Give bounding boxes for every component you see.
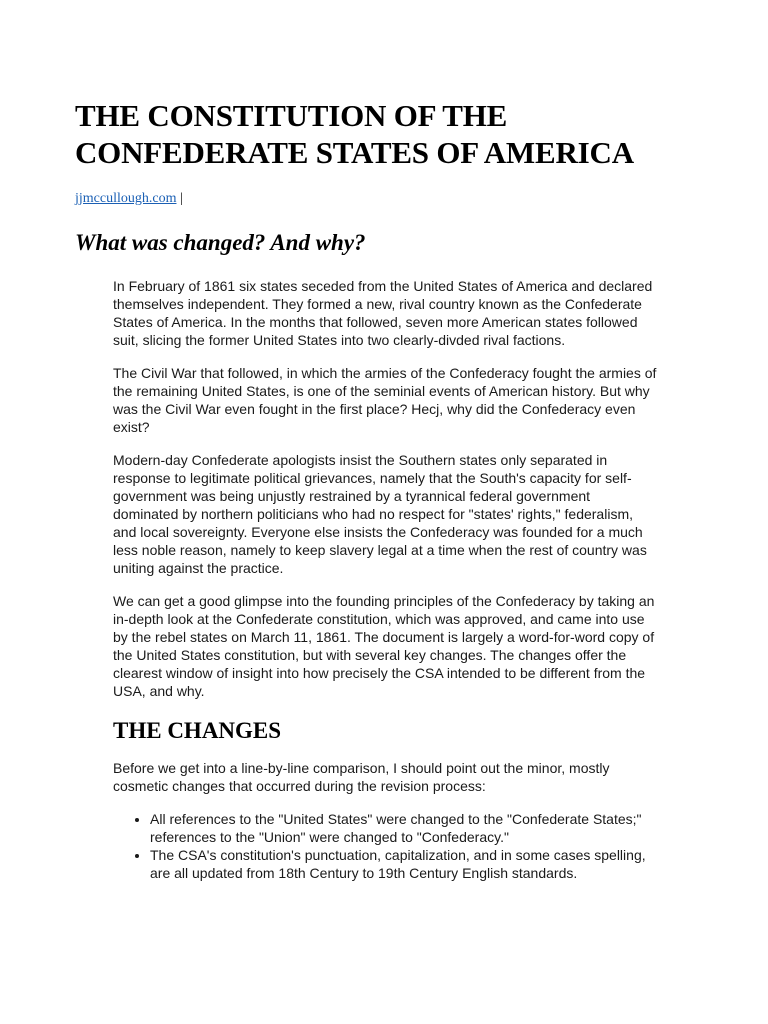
paragraph: The Civil War that followed, in which the armies of the Confederacy fought the armies of the remaining United States, is one of the seminial events of American history. But why was the Civil War even fought in the first place? Hecj, why did the Confederacy even exist? — [113, 365, 657, 435]
document-subtitle: What was changed? And why? — [75, 230, 366, 255]
paragraph: In February of 1861 six states seceded from the United States of America and declared themselves independent. They formed a new, rival country known as the Confederate States of America. In the months that followed, seven more American states followed suit, slicing the former United States into two clearly-divded rival factions. — [113, 278, 653, 348]
section-heading: THE CHANGES — [113, 718, 282, 743]
article-body — [113, 277, 659, 882]
document-title: THE CONSTITUTION OF THE CONFEDERATE STATES OF AMERICA — [75, 98, 634, 170]
paragraph: We can get a good glimpse into the founding principles of the Confederacy by taking an in-depth look at the Confederate constitution, which was approved, and came into use by the rebel states on March 11, 1861. The document is largely a word-for-word copy of the United States constitution, but with several key changes. The changes offer the clearest window of insight into how precisely the CSA intended to be different from the USA, and why. — [113, 593, 655, 699]
list-item: • The CSA's constitution's punctuation, capitalization, and in some cases spelling, are all updated from 18th Century to 19th Century English standards. — [150, 846, 659, 882]
list-item: • All references to the "United States" were changed to the "Confederate States;" references to the "Union" were changed to "Confederacy." — [150, 810, 659, 846]
changes-list — [113, 810, 659, 882]
source-link[interactable]: jjmccullough.com — [75, 191, 177, 206]
section-intro: Before we get into a line-by-line comparison, I should point out the minor, mostly cosmetic changes that occurred during the revision process: — [113, 760, 610, 794]
paragraph: Modern-day Confederate apologists insist the Southern states only separated in response to legitimate political grievances, namely that the South's capacity for self-government was being unjustly restrained by a tyrannical federal government dominated by northern politicians who had no respect for "states' rights," federalism, and local sovereignty. Everyone else insists the Confederacy was founded for a much less noble reason, namely to keep slavery legal at a time when the rest of country was uniting against the practice. — [113, 452, 647, 576]
byline-separator: | — [176, 191, 183, 206]
byline — [75, 190, 183, 208]
